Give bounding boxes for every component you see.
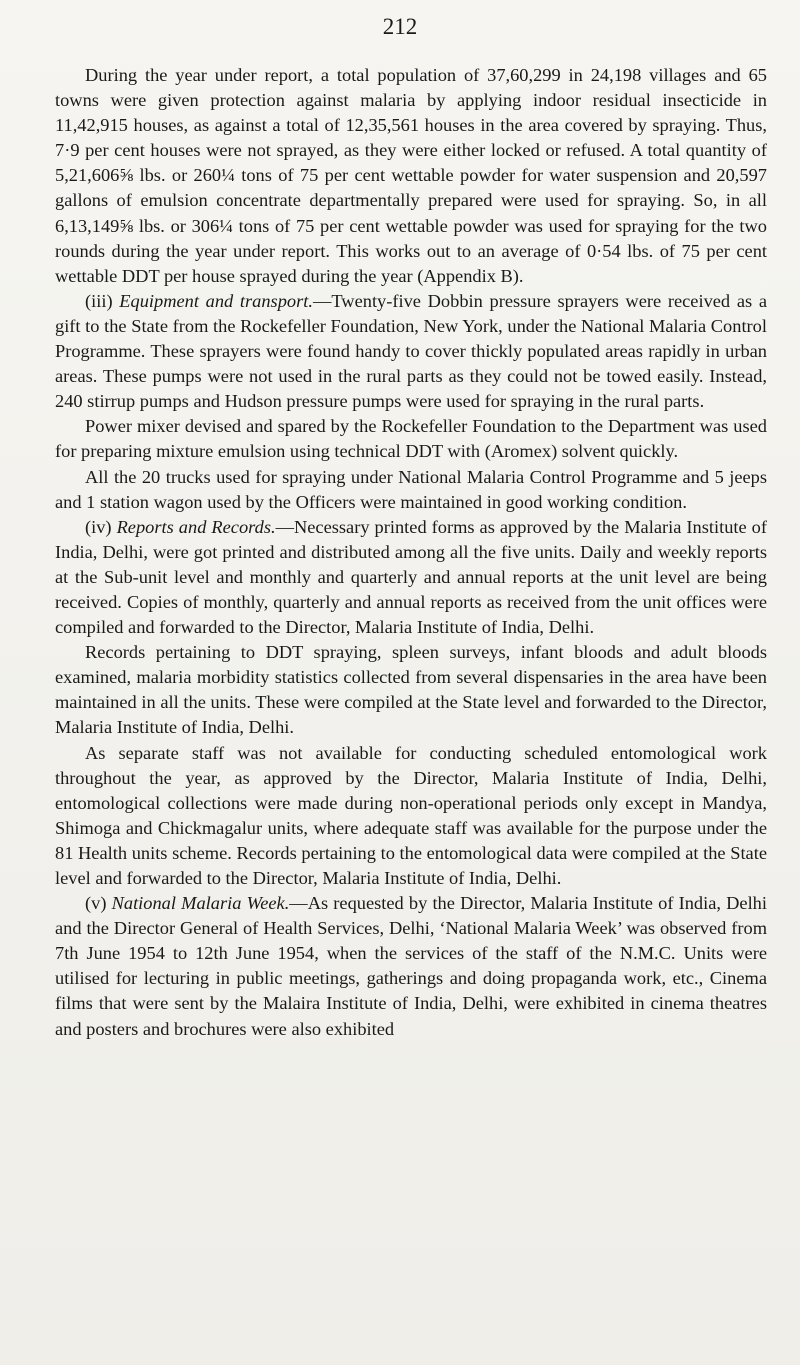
section-number: (iii) — [85, 290, 120, 311]
paragraph-power-mixer — [55, 414, 767, 464]
section-heading: Equipment and transport. — [119, 290, 313, 311]
paragraph-text: During the year under report, a total population of 37,60,299 in 24,198 villages and 65 towns were given protection against malaria by applying indoor residual insecticide in 11,42,915 houses, as against a total of 12,35,561 houses in the area covered by spraying. Thus, 7·9 per cent houses were not sprayed, as they were either locked or refused. A total quantity of 5,21,606⅝ lbs. or 260¼ tons of 75 per cent wettable powder for water suspension and 20,597 gallons of emulsion concentrate departmentally prepared were used for spraying. So, in all 6,13,149⅝ lbs. or 306¼ tons of 75 per cent wettable powder was used for spraying for the two rounds during the year under report. This works out to an average of 0·54 lbs. of 75 per cent wettable DDT per house sprayed during the year (Appendix B). — [55, 65, 767, 286]
paragraph-vehicles — [55, 465, 767, 515]
paragraph-text: —Necessary printed forms as approved by the Malaria Institute of India, Delhi, were got printed and distributed among all the five units. Daily and weekly reports at the Sub-unit level and monthly and quarterly and annual reports at the unit level are being received. Copies of monthly, quarterly and annual reports as received from the unit offices were compiled and forwarded to the Director, Malaria Institute of India, Delhi. — [55, 516, 768, 638]
section-number: (iv) — [85, 516, 117, 537]
paragraph-text: All the 20 trucks used for spraying under National Malaria Control Programme and 5 jeeps and 1 station wagon used by the Officers were maintained in good working condition. — [55, 466, 767, 512]
paragraph-population-protection — [55, 63, 767, 289]
paragraph-equipment-transport — [55, 289, 767, 414]
paragraph-text: —As requested by the Director, Malaria Institute of India, Delhi and the Director General of Health Services, Delhi, ‘National Malaria Week’ was observed from 7th June 1954 to 12th June 1954, when the services of the staff of the N.M.C. Units were utilised for lecturing in public meetings, gatherings and doing propaganda work, etc., Cinema films that were sent by the Malaira Institute of India, Delhi, were exhibited in cinema theatres and posters and brochures were also exhibited — [55, 893, 767, 1039]
paragraph-entomological-work — [55, 741, 767, 892]
section-number: (v) — [85, 893, 112, 914]
body-text — [55, 63, 767, 1042]
paragraph-text: Records pertaining to DDT spraying, spleen surveys, infant bloods and adult bloods examined, malaria morbidity statistics collected from several dispensaries in the area have been maintained in all the units. These were compiled at the State level and forwarded to the Director, Malaria Institute of India, Delhi. — [55, 642, 767, 738]
page-number: 212 — [382, 14, 418, 39]
paragraph-text: —Twenty-five Dobbin pressure sprayers were received as a gift to the State from the Rockefeller Foundation, New York, under the National Malaria Control Programme. These sprayers were found handy to cover thickly populated areas rapidly in urban areas. These pumps were not used in the rural parts as they could not be towed easily. Instead, 240 stirrup pumps and Hudson pressure pumps were used for spraying in the rural parts. — [55, 290, 767, 412]
section-heading: National Malaria Week. — [111, 893, 290, 914]
paragraph-reports-records — [55, 515, 767, 640]
paragraph-text: Power mixer devised and spared by the Rockefeller Foundation to the Department was used for preparing mixture emulsion using technical DDT with (Aromex) solvent quickly. — [55, 416, 767, 462]
section-heading: Reports and Records. — [116, 516, 276, 537]
paragraph-records-maintained — [55, 640, 767, 740]
paragraph-text: As separate staff was not available for conducting scheduled entomological work throughout the year, as approved by the Director, Malaria Institute of India, Delhi, entomological collections were made during non-operational periods only except in Mandya, Shimoga and Chickmagalur units, where adequate staff was available for the purpose under the 81 Health units scheme. Records pertaining to the entomological data were compiled at the State level and forwarded to the Director, Malaria Institute of India, Delhi. — [55, 742, 767, 888]
paragraph-malaria-week — [55, 891, 767, 1042]
